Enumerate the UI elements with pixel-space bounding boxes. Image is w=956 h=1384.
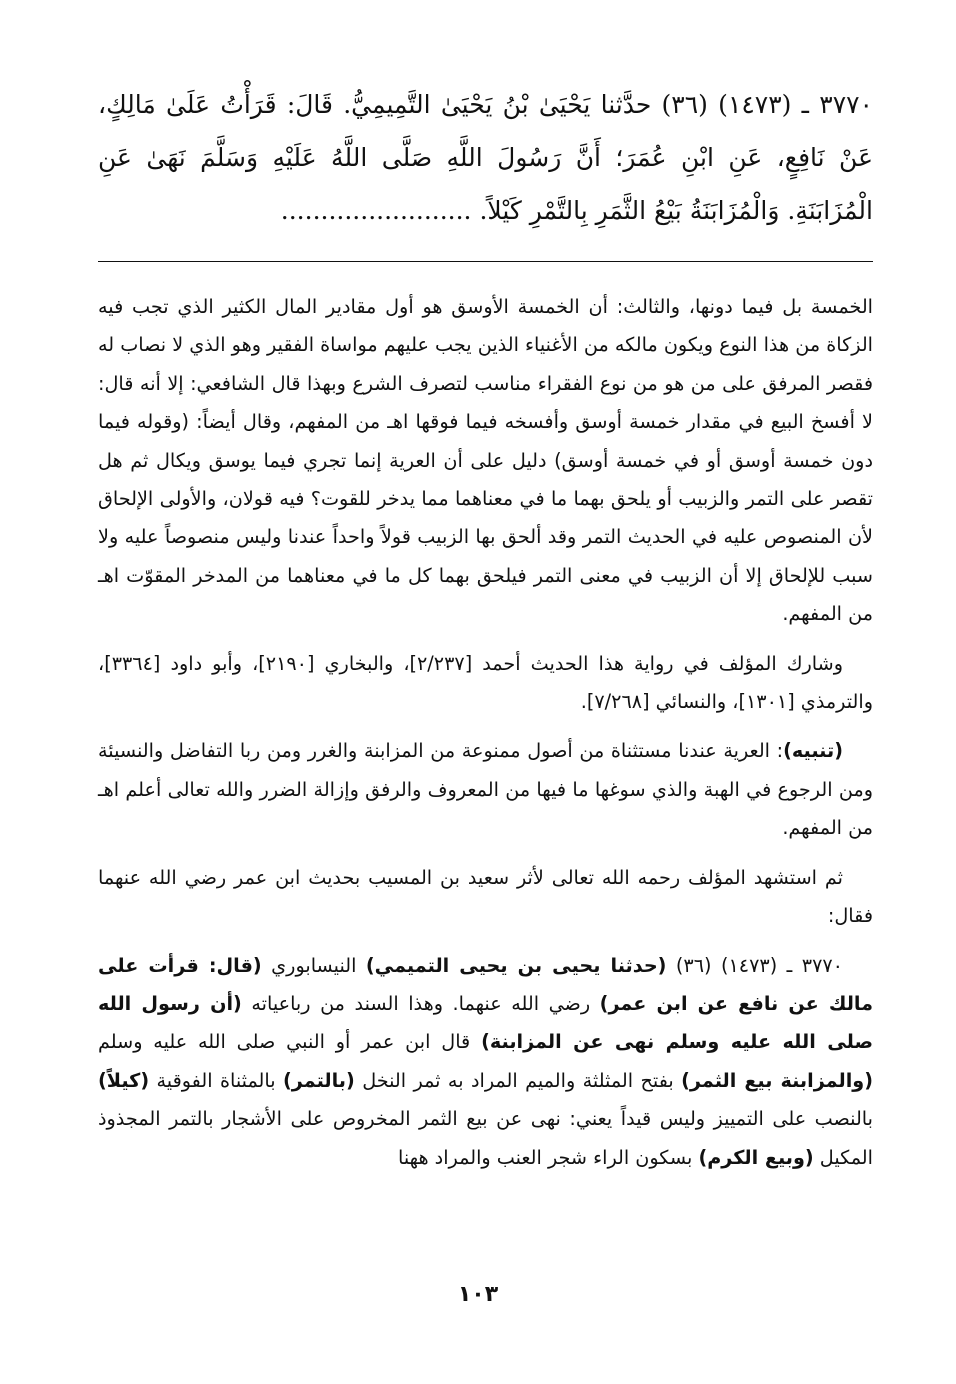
sharh-bold: (حدثنا يحيى بن يحيى التميمي) [365,953,667,977]
sharh-text: بالنصب على التمييز وليس قيداً يعني: نهى عن بيع الثمر المخروص على الأشجار بالتمر المجذوذ المكيل [98,1107,873,1169]
sharh-bold: (أن رسول الله صلى الله عليه وسلم نهى عن المزابنة) [98,991,873,1054]
sharh-text: قال ابن عمر أو النبي صلى الله عليه وسلم [98,1030,482,1054]
footnote-separator [98,261,873,262]
hadith-matn: ٣٧٧٠ ـ (١٤٧٣) (٣٦) حدَّثنا يَحْيَىٰ بْنُ يَحْيَىٰ التَّمِيمِيُّ. قَالَ: قَرَأْتُ عَلَىٰ مَالِكٍ، عَنْ نَافِعٍ، عَنِ ابْنِ عُمَرَ؛ أَنَّ رَسُولَ اللَّهِ صَلَّى اللَّهُ عَلَيْهِ وَسَلَّمَ نَهَىٰ عَنِ الْمُزَابَنَةِ. وَالْمُزَابَنَةُ بَيْعُ الثَّمَرِ بِالتَّمْرِ كَيْلاً. [98,90,873,225]
sharh-text: بفتح المثلثة والميم المراد به ثمر النخل [354,1068,682,1092]
tanbih-label: (تنبيه) [783,739,843,763]
dotted-leader: ........................ [280,196,472,225]
commentary-paragraph-4: ثم استشهد المؤلف رحمه الله تعالى لأثر سعيد بن المسيب بحديث ابن عمر رضي الله عنهما فقال: [98,865,873,928]
commentary [98,288,873,1177]
hadith-text [98,78,873,237]
page-number: ١٠٣ [457,1282,499,1307]
sharh-bold: (والمزابنة بيع الثمر) [681,1068,873,1092]
sharh-bold: (قال: قرأت على مالك عن نافع عن ابن عمر) [98,953,874,1015]
sharh-text: ٣٧٧٠ ـ (١٤٧٣) (٣٦) [666,953,843,977]
sharh-text: بالمثناة الفوقية [149,1068,283,1092]
sharh-text: النيسابوري [261,953,366,977]
commentary-paragraph-2: وشارك المؤلف في رواية هذا الحديث أحمد [٢/٢٣٧]، والبخاري [٢١٩٠]، وأبو داود [٣٣٦٤]، والترمذي [١٣٠١]، والنسائي [٧/٢٦٨]. [98,651,873,714]
sharh-bold: (وبيع الكرم) [698,1145,814,1169]
sharh-text: رضي الله عنهما. وهذا السند من رباعياته [241,991,600,1015]
sharh-text: بسكون الراء شجر العنب والمراد ههنا [397,1145,699,1169]
sharh-bold: (بالتمر) [283,1068,355,1092]
commentary-paragraph-3 [98,732,873,847]
tanbih-text: : العرية عندنا مستثناة من أصول ممنوعة من المزابنة والغرر ومن ربا التفاضل والنسيئة ومن الرجوع في الهبة والذي سوغها ما فيها من المعروف والرفق وإزالة الضرر والله تعالى أعلم اهـ من المفهم. [98,739,873,840]
page-content [98,78,873,1188]
commentary-paragraph-1: الخمسة بل فيما دونها، والثالث: أن الخمسة الأوسق هو أول مقادير المال الكثير الذي تجب فيه الزكاة من هذا النوع ويكون مالكه من الأغنياء الذين يجب عليهم مواساة الفقير وهو الذي لا نصاب له فقصر المرفق على من هو من نوع الفقراء مناسب لتصرف الشرع وبهذا قال الشافعي: إلا أنه قال: لا أفسخ البيع في مقدار خمسة أوسق وأفسخه فيما فوقها اهـ من المفهم، وقال أيضاً: (وقوله فيما دون خمسة أوسق أو في خمسة أوسق) دليل على أن العرية إنما تجري فيما يوسق ويكال ثم هل تقصر على التمر والزبيب أو يلحق بهما ما في معناهما مما يدخر للقوت؟ فيه قولان، والأولى الإلحاق لأن المنصوص عليه في الحديث التمر وقد ألحق بها الزبيب قولاً واحداً عندنا وليس منصوصاً عليه ولا سبب للإلحاق إلا أن الزبيب في معنى التمر فيلحق بهما كل ما في معناهما من المدخر المقوّت اهـ من المفهم. [98,295,873,626]
commentary-paragraph-5 [98,947,873,1177]
sharh-bold: (كيلاً) [98,1068,150,1092]
